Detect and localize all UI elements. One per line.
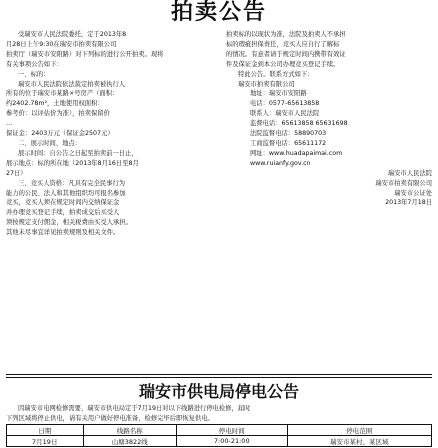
table-header-cell: 停电范围	[287, 425, 432, 436]
text-line: 参考价：以评估价为准），拍卖保留价	[6, 110, 110, 118]
text-line: 三、竞买人资格：凡具有完全民事行为	[18, 179, 126, 187]
section-divider	[6, 374, 432, 375]
signature-line: 瑞安市人民法院	[387, 169, 432, 177]
notice-right-column	[226, 30, 432, 208]
contact-line: 电话：0577-65613858	[250, 100, 320, 108]
text-line: 展示地点：标的所在地（2013年8月16日至8月	[6, 159, 139, 167]
text-line: 二、展示时间、地点：	[18, 139, 81, 147]
text-line: 下列区域将停止供电，请有关用户做好停电准备，检修完毕后即恢复供电。	[6, 414, 214, 422]
text-line: 展示时间：自公告之日起至拍卖前一日止，	[18, 149, 138, 157]
text-line: 一、标的：	[18, 70, 50, 78]
table-header-cell: 日期	[7, 425, 84, 436]
signature-block	[226, 169, 432, 209]
contact-line: www.ruianfy.gov.cn	[250, 159, 311, 167]
notice-left-column	[6, 30, 211, 238]
text-line: 并办理竞买登记手续，拍卖成交后买受人	[6, 209, 120, 217]
text-line: 因瑞安市电网检修需要，瑞安市供电局定于7月19日对以下线路进行停电检修，届时	[18, 405, 251, 412]
text-line: 须按规定支付佣金，相关税费由买受人承担。	[6, 219, 132, 227]
table-row	[7, 436, 432, 447]
table-cell: 山塘3822线	[83, 436, 177, 447]
section-divider	[6, 377, 432, 378]
text-line: 的情况。有意者请于规定时间内携带有效证	[226, 50, 346, 58]
contact-line: 监督电话：65613858 65631698	[250, 120, 348, 128]
text-line: 特此公告。联系方式如下：	[238, 70, 314, 78]
contact-line: 联系人：瑞安市人民法院	[250, 110, 320, 118]
table-cell: 7月19日	[7, 436, 84, 447]
text-line: 月28日上午9:30在瑞安市拍卖有限公司	[6, 40, 117, 48]
text-line: 保证金：2403万元（保证金2507元）	[6, 130, 114, 138]
table-header-cell: 线路名称	[83, 425, 177, 436]
text-line: 件及保证金到本公司办理竞买登记手续。	[226, 60, 340, 68]
contact-line: 法院监督电话：58890703	[250, 130, 327, 138]
text-line: 受瑞安市人民法院委托，定于2013年8	[18, 31, 127, 38]
text-line: 约2402.78m²，土地使用权面积：	[6, 100, 104, 108]
text-line: 标的瑕疵担保责任，竞买人应自行了解标	[226, 40, 340, 48]
contact-line: 网址：www.huadapaimai.com	[250, 149, 343, 157]
text-line: 所有的位于瑞安市某路×号房产（面积：	[6, 90, 119, 98]
text-line: …	[6, 120, 13, 128]
signature-date: 2013年7月18日	[385, 199, 432, 207]
notice2-body	[6, 404, 432, 423]
text-line: 其他未尽事宜详见拍卖规则及相关文件。	[6, 229, 120, 237]
table-cell: 7:00-21:00	[177, 436, 288, 447]
contact-line: 工商监督电话：65611172	[250, 139, 327, 147]
signature-line: 瑞安市拍卖有限公司	[375, 179, 432, 187]
contact-line: 地址：瑞安市安阳路	[250, 90, 307, 98]
text-line: 拍卖标的以现状为准，法院及拍卖人不承担	[226, 31, 346, 38]
text-line: 拍卖厅（瑞安市安阳路）对下列标的进行公开拍卖。现将	[6, 50, 164, 58]
contact-line: 瑞安市拍卖有限公司	[238, 80, 295, 88]
table-header-row	[7, 425, 432, 436]
table-cell: 瑞安市某村、某区域	[287, 436, 432, 447]
outage-table	[6, 424, 432, 447]
text-line: 27日）	[6, 169, 27, 177]
notice-title: 拍卖公告	[170, 0, 267, 25]
notice2-title: 瑞安市供电局停电公告	[138, 382, 299, 401]
contact-block	[226, 80, 432, 169]
text-line: 竞买，竞买人须在规定时间内交纳保证金	[6, 199, 120, 207]
text-line: 能力的公民、法人和其他组织均可报名参加	[6, 189, 126, 197]
signature-line: 瑞安市公证处	[394, 189, 432, 197]
text-line: 有关事项公告如下：	[6, 60, 63, 68]
table-header-cell: 停电时间	[177, 425, 288, 436]
text-line: 瑞安市人民法院依法裁定拍卖被执行人	[18, 80, 126, 88]
